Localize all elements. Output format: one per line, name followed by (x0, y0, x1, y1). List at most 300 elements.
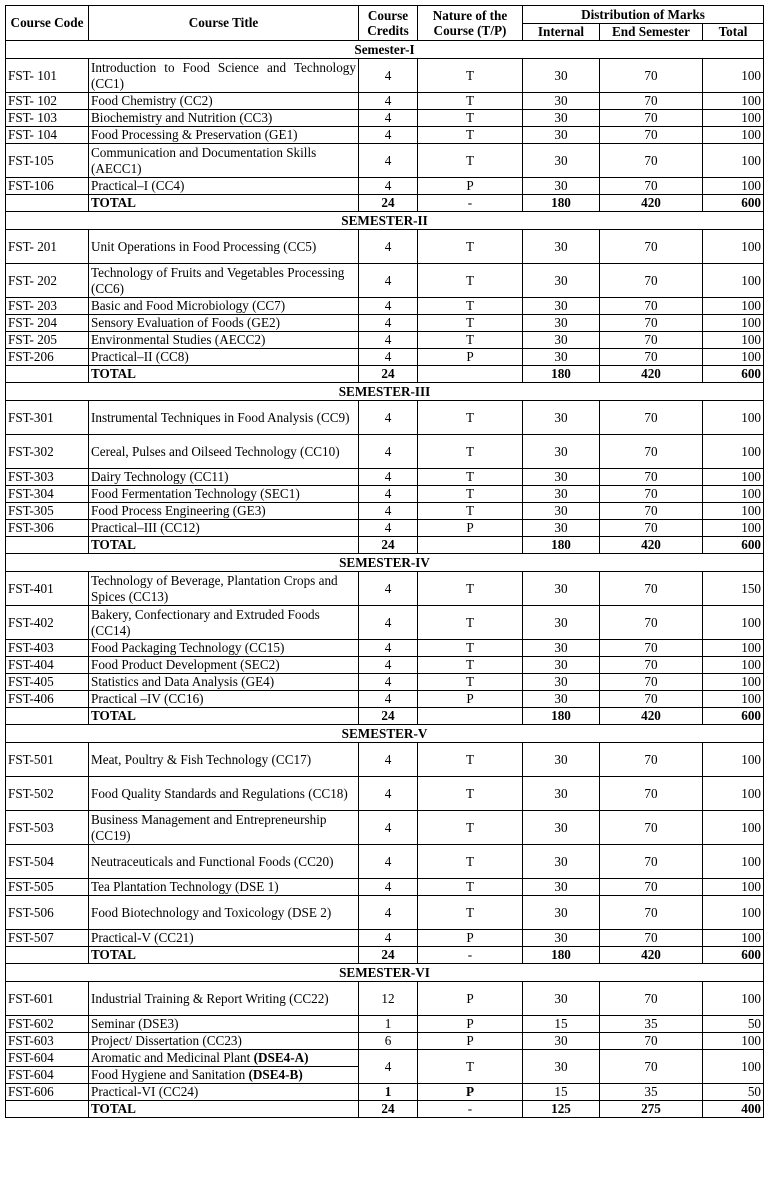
course-credits: 4 (359, 503, 418, 520)
total-label: TOTAL (89, 1101, 359, 1118)
course-nature: T (418, 503, 523, 520)
course-credits: 4 (359, 435, 418, 469)
course-title: Technology of Beverage, Plantation Crops and Spices (CC13) (89, 572, 359, 606)
table-row (6, 982, 764, 1016)
total-label: TOTAL (89, 366, 359, 383)
course-title: Food Chemistry (CC2) (89, 93, 359, 110)
total-row (6, 195, 764, 212)
total-nature (418, 708, 523, 725)
course-credits: 12 (359, 982, 418, 1016)
course-title: Food Biotechnology and Toxicology (DSE 2) (89, 896, 359, 930)
end-semester-marks: 70 (600, 640, 703, 657)
course-nature: T (418, 230, 523, 264)
end-semester-marks: 70 (600, 93, 703, 110)
total-internal: 180 (523, 366, 600, 383)
total-marks: 100 (703, 264, 764, 298)
table-row (6, 845, 764, 879)
course-structure-table (5, 5, 764, 1118)
semester-heading: SEMESTER-V (6, 725, 764, 743)
end-semester-marks: 70 (600, 930, 703, 947)
table-row (6, 1016, 764, 1033)
table-row (6, 110, 764, 127)
header-course-code: Course Code (6, 6, 89, 41)
course-credits: 1 (359, 1084, 418, 1101)
course-code: FST-105 (6, 144, 89, 178)
internal-marks: 30 (523, 674, 600, 691)
semester-heading: SEMESTER-II (6, 212, 764, 230)
end-semester-marks: 70 (600, 332, 703, 349)
total-credits: 24 (359, 366, 418, 383)
total-marks: 100 (703, 930, 764, 947)
internal-marks: 15 (523, 1084, 600, 1101)
internal-marks: 30 (523, 896, 600, 930)
total-nature (418, 537, 523, 554)
total-total: 400 (703, 1101, 764, 1118)
total-marks: 100 (703, 435, 764, 469)
course-nature: T (418, 127, 523, 144)
course-code: FST-402 (6, 606, 89, 640)
total-marks: 100 (703, 845, 764, 879)
total-nature: - (418, 947, 523, 964)
table-row (6, 520, 764, 537)
course-title: Unit Operations in Food Processing (CC5) (89, 230, 359, 264)
table-row (6, 349, 764, 366)
total-end-semester: 275 (600, 1101, 703, 1118)
total-marks: 100 (703, 178, 764, 195)
internal-marks: 30 (523, 606, 600, 640)
course-credits: 4 (359, 743, 418, 777)
total-marks: 100 (703, 1033, 764, 1050)
total-marks: 100 (703, 469, 764, 486)
total-row (6, 947, 764, 964)
total-marks: 100 (703, 144, 764, 178)
course-credits: 4 (359, 572, 418, 606)
course-credits: 4 (359, 178, 418, 195)
end-semester-marks: 70 (600, 435, 703, 469)
course-nature: T (418, 401, 523, 435)
total-label: TOTAL (89, 537, 359, 554)
course-title: Food Quality Standards and Regulations (CC18) (89, 777, 359, 811)
total-marks: 50 (703, 1084, 764, 1101)
table-row (6, 1033, 764, 1050)
course-code: FST-401 (6, 572, 89, 606)
course-credits: 4 (359, 93, 418, 110)
course-code: FST-106 (6, 178, 89, 195)
total-internal: 180 (523, 708, 600, 725)
total-marks: 100 (703, 606, 764, 640)
total-nature: - (418, 195, 523, 212)
course-credits: 4 (359, 879, 418, 896)
course-code: FST-304 (6, 486, 89, 503)
internal-marks: 30 (523, 178, 600, 195)
end-semester-marks: 70 (600, 691, 703, 708)
internal-marks: 30 (523, 264, 600, 298)
header-end-semester: End Semester (600, 24, 703, 41)
course-credits: 4 (359, 845, 418, 879)
course-code: FST-507 (6, 930, 89, 947)
semester-heading: Semester-I (6, 41, 764, 59)
course-code: FST-303 (6, 469, 89, 486)
table-row (6, 93, 764, 110)
course-nature: P (418, 982, 523, 1016)
course-nature: T (418, 144, 523, 178)
table-row (6, 435, 764, 469)
course-title: Tea Plantation Technology (DSE 1) (89, 879, 359, 896)
internal-marks: 30 (523, 349, 600, 366)
course-nature: T (418, 59, 523, 93)
total-marks: 100 (703, 879, 764, 896)
course-code: FST- 203 (6, 298, 89, 315)
course-code: FST- 103 (6, 110, 89, 127)
course-code: FST-604 (6, 1050, 89, 1067)
semester-3-section (6, 383, 764, 554)
total-marks: 100 (703, 332, 764, 349)
course-title: Practical –IV (CC16) (89, 691, 359, 708)
header-nature: Nature of the Course (T/P) (418, 6, 523, 41)
course-credits: 4 (359, 1050, 418, 1084)
end-semester-marks: 70 (600, 572, 703, 606)
end-semester-marks: 70 (600, 845, 703, 879)
course-nature: T (418, 435, 523, 469)
course-nature: P (418, 178, 523, 195)
course-credits: 4 (359, 110, 418, 127)
total-marks: 100 (703, 982, 764, 1016)
total-end-semester: 420 (600, 947, 703, 964)
course-title: Food Packaging Technology (CC15) (89, 640, 359, 657)
end-semester-marks: 70 (600, 230, 703, 264)
total-marks: 100 (703, 127, 764, 144)
internal-marks: 30 (523, 315, 600, 332)
end-semester-marks: 70 (600, 879, 703, 896)
course-nature: T (418, 93, 523, 110)
course-code: FST-606 (6, 1084, 89, 1101)
course-title: Food Processing & Preservation (GE1) (89, 127, 359, 144)
total-marks: 100 (703, 896, 764, 930)
course-credits: 4 (359, 230, 418, 264)
internal-marks: 15 (523, 1016, 600, 1033)
table-row (6, 315, 764, 332)
course-credits: 1 (359, 1016, 418, 1033)
internal-marks: 30 (523, 127, 600, 144)
course-title: Basic and Food Microbiology (CC7) (89, 298, 359, 315)
total-marks: 100 (703, 1050, 764, 1084)
course-title: Instrumental Techniques in Food Analysis (CC9) (89, 401, 359, 435)
course-title: Business Management and Entrepreneurship (CC19) (89, 811, 359, 845)
course-credits: 4 (359, 315, 418, 332)
course-title: Environmental Studies (AECC2) (89, 332, 359, 349)
course-credits: 4 (359, 298, 418, 315)
course-nature: P (418, 1033, 523, 1050)
total-internal: 125 (523, 1101, 600, 1118)
course-code: FST-501 (6, 743, 89, 777)
table-row (6, 743, 764, 777)
course-title-text: Food Hygiene and Sanitation (91, 1067, 249, 1083)
table-row (6, 298, 764, 315)
course-code: FST- 201 (6, 230, 89, 264)
table-row (6, 896, 764, 930)
total-row (6, 1101, 764, 1118)
header-course-credits: Course Credits (359, 6, 418, 41)
total-marks: 50 (703, 1016, 764, 1033)
total-label: TOTAL (89, 947, 359, 964)
table-row (6, 469, 764, 486)
course-code: FST- 102 (6, 93, 89, 110)
internal-marks: 30 (523, 230, 600, 264)
course-credits: 4 (359, 520, 418, 537)
course-title: Biochemistry and Nutrition (CC3) (89, 110, 359, 127)
course-nature: P (418, 520, 523, 537)
total-total: 600 (703, 947, 764, 964)
total-marks: 150 (703, 572, 764, 606)
course-title: Industrial Training & Report Writing (CC22) (89, 982, 359, 1016)
internal-marks: 30 (523, 777, 600, 811)
total-marks: 100 (703, 298, 764, 315)
header-internal: Internal (523, 24, 600, 41)
end-semester-marks: 70 (600, 657, 703, 674)
total-credits: 24 (359, 1101, 418, 1118)
course-code: FST-603 (6, 1033, 89, 1050)
course-code: FST-301 (6, 401, 89, 435)
course-nature: T (418, 811, 523, 845)
total-nature: - (418, 1101, 523, 1118)
course-nature: P (418, 349, 523, 366)
course-nature: T (418, 1050, 523, 1084)
table-row (6, 1084, 764, 1101)
course-code: FST-506 (6, 896, 89, 930)
table-row (6, 606, 764, 640)
table-row (6, 572, 764, 606)
course-credits: 4 (359, 657, 418, 674)
course-code: FST- 104 (6, 127, 89, 144)
course-title: Practical-VI (CC24) (89, 1084, 359, 1101)
course-nature: T (418, 110, 523, 127)
course-code: FST-306 (6, 520, 89, 537)
total-label: TOTAL (89, 195, 359, 212)
internal-marks: 30 (523, 486, 600, 503)
course-nature: T (418, 879, 523, 896)
end-semester-marks: 70 (600, 503, 703, 520)
course-title: Introduction to Food Science and Technology (CC1) (89, 59, 359, 93)
course-title: Project/ Dissertation (CC23) (89, 1033, 359, 1050)
course-title (89, 1050, 359, 1067)
course-nature: T (418, 674, 523, 691)
course-credits: 4 (359, 349, 418, 366)
end-semester-marks: 70 (600, 264, 703, 298)
course-code: FST-502 (6, 777, 89, 811)
course-title: Technology of Fruits and Vegetables Processing (CC6) (89, 264, 359, 298)
total-marks: 100 (703, 777, 764, 811)
course-title: Practical-V (CC21) (89, 930, 359, 947)
course-credits: 4 (359, 930, 418, 947)
course-nature: T (418, 264, 523, 298)
total-total: 600 (703, 366, 764, 383)
table-row (6, 264, 764, 298)
course-code: FST-405 (6, 674, 89, 691)
course-title: Meat, Poultry & Fish Technology (CC17) (89, 743, 359, 777)
end-semester-marks: 70 (600, 982, 703, 1016)
semester-6-section (6, 964, 764, 1118)
internal-marks: 30 (523, 691, 600, 708)
table-row (6, 178, 764, 195)
course-title: Bakery, Confectionary and Extruded Foods (CC14) (89, 606, 359, 640)
end-semester-marks: 70 (600, 349, 703, 366)
course-code: FST- 202 (6, 264, 89, 298)
course-nature: T (418, 332, 523, 349)
course-nature: T (418, 657, 523, 674)
course-code: FST-406 (6, 691, 89, 708)
total-end-semester: 420 (600, 537, 703, 554)
semester-heading: SEMESTER-IV (6, 554, 764, 572)
course-code: FST-404 (6, 657, 89, 674)
internal-marks: 30 (523, 1050, 600, 1084)
course-title-elective-tag: (DSE4-B) (248, 1067, 303, 1083)
course-title: Neutraceuticals and Functional Foods (CC20) (89, 845, 359, 879)
course-code: FST-305 (6, 503, 89, 520)
end-semester-marks: 70 (600, 315, 703, 332)
semester-heading: SEMESTER-III (6, 383, 764, 401)
total-credits: 24 (359, 195, 418, 212)
total-marks: 100 (703, 503, 764, 520)
end-semester-marks: 70 (600, 520, 703, 537)
total-marks: 100 (703, 230, 764, 264)
end-semester-marks: 70 (600, 144, 703, 178)
internal-marks: 30 (523, 520, 600, 537)
course-nature: P (418, 930, 523, 947)
course-title: Dairy Technology (CC11) (89, 469, 359, 486)
course-credits: 4 (359, 469, 418, 486)
table-row (6, 657, 764, 674)
course-title: Sensory Evaluation of Foods (GE2) (89, 315, 359, 332)
course-credits: 4 (359, 777, 418, 811)
semester-heading: SEMESTER-VI (6, 964, 764, 982)
course-nature: P (418, 691, 523, 708)
end-semester-marks: 35 (600, 1084, 703, 1101)
course-code: FST-206 (6, 349, 89, 366)
internal-marks: 30 (523, 93, 600, 110)
course-nature: T (418, 896, 523, 930)
course-credits: 4 (359, 691, 418, 708)
total-marks: 100 (703, 657, 764, 674)
internal-marks: 30 (523, 572, 600, 606)
course-credits: 4 (359, 59, 418, 93)
course-title: Food Process Engineering (GE3) (89, 503, 359, 520)
total-marks: 100 (703, 743, 764, 777)
internal-marks: 30 (523, 298, 600, 315)
total-marks: 100 (703, 401, 764, 435)
course-title-elective-tag: (DSE4-A) (253, 1050, 309, 1066)
course-credits: 6 (359, 1033, 418, 1050)
course-credits: 4 (359, 606, 418, 640)
table-row (6, 879, 764, 896)
total-credits: 24 (359, 537, 418, 554)
course-title: Statistics and Data Analysis (GE4) (89, 674, 359, 691)
course-code: FST-504 (6, 845, 89, 879)
internal-marks: 30 (523, 401, 600, 435)
course-nature: T (418, 777, 523, 811)
internal-marks: 30 (523, 144, 600, 178)
end-semester-marks: 70 (600, 811, 703, 845)
course-credits: 4 (359, 640, 418, 657)
semester-1-section (6, 41, 764, 212)
end-semester-marks: 70 (600, 1033, 703, 1050)
total-internal: 180 (523, 537, 600, 554)
internal-marks: 30 (523, 811, 600, 845)
course-title: Food Product Development (SEC2) (89, 657, 359, 674)
total-marks: 100 (703, 640, 764, 657)
course-credits: 4 (359, 401, 418, 435)
total-total: 600 (703, 537, 764, 554)
course-code: FST- 205 (6, 332, 89, 349)
internal-marks: 30 (523, 930, 600, 947)
total-nature (418, 366, 523, 383)
total-marks: 100 (703, 93, 764, 110)
course-credits: 4 (359, 486, 418, 503)
table-row (6, 332, 764, 349)
course-title: Practical–II (CC8) (89, 349, 359, 366)
total-marks: 100 (703, 59, 764, 93)
course-nature: T (418, 315, 523, 332)
end-semester-marks: 70 (600, 674, 703, 691)
total-total: 600 (703, 195, 764, 212)
end-semester-marks: 70 (600, 469, 703, 486)
end-semester-marks: 35 (600, 1016, 703, 1033)
end-semester-marks: 70 (600, 743, 703, 777)
total-end-semester: 420 (600, 195, 703, 212)
course-nature: T (418, 606, 523, 640)
course-code: FST- 101 (6, 59, 89, 93)
total-total: 600 (703, 708, 764, 725)
end-semester-marks: 70 (600, 127, 703, 144)
internal-marks: 30 (523, 845, 600, 879)
course-nature: T (418, 743, 523, 777)
course-title: Practical–III (CC12) (89, 520, 359, 537)
header-row (6, 6, 764, 24)
total-marks: 100 (703, 486, 764, 503)
internal-marks: 30 (523, 1033, 600, 1050)
course-credits: 4 (359, 264, 418, 298)
course-code: FST-601 (6, 982, 89, 1016)
total-row (6, 366, 764, 383)
end-semester-marks: 70 (600, 1050, 703, 1084)
total-marks: 100 (703, 691, 764, 708)
end-semester-marks: 70 (600, 59, 703, 93)
table-row (6, 811, 764, 845)
total-internal: 180 (523, 195, 600, 212)
internal-marks: 30 (523, 982, 600, 1016)
end-semester-marks: 70 (600, 401, 703, 435)
total-credits: 24 (359, 708, 418, 725)
end-semester-marks: 70 (600, 486, 703, 503)
internal-marks: 30 (523, 743, 600, 777)
course-code: FST-604 (6, 1067, 89, 1084)
course-nature: T (418, 298, 523, 315)
course-credits: 4 (359, 127, 418, 144)
semester-2-section (6, 212, 764, 383)
table-row (6, 59, 764, 93)
course-nature: P (418, 1084, 523, 1101)
table-row (6, 503, 764, 520)
course-code: FST- 204 (6, 315, 89, 332)
table-row (6, 640, 764, 657)
course-code: FST-602 (6, 1016, 89, 1033)
total-internal: 180 (523, 947, 600, 964)
table-row (6, 401, 764, 435)
course-nature: T (418, 572, 523, 606)
total-label: TOTAL (89, 708, 359, 725)
total-marks: 100 (703, 674, 764, 691)
semester-5-section (6, 725, 764, 964)
course-code: FST-503 (6, 811, 89, 845)
